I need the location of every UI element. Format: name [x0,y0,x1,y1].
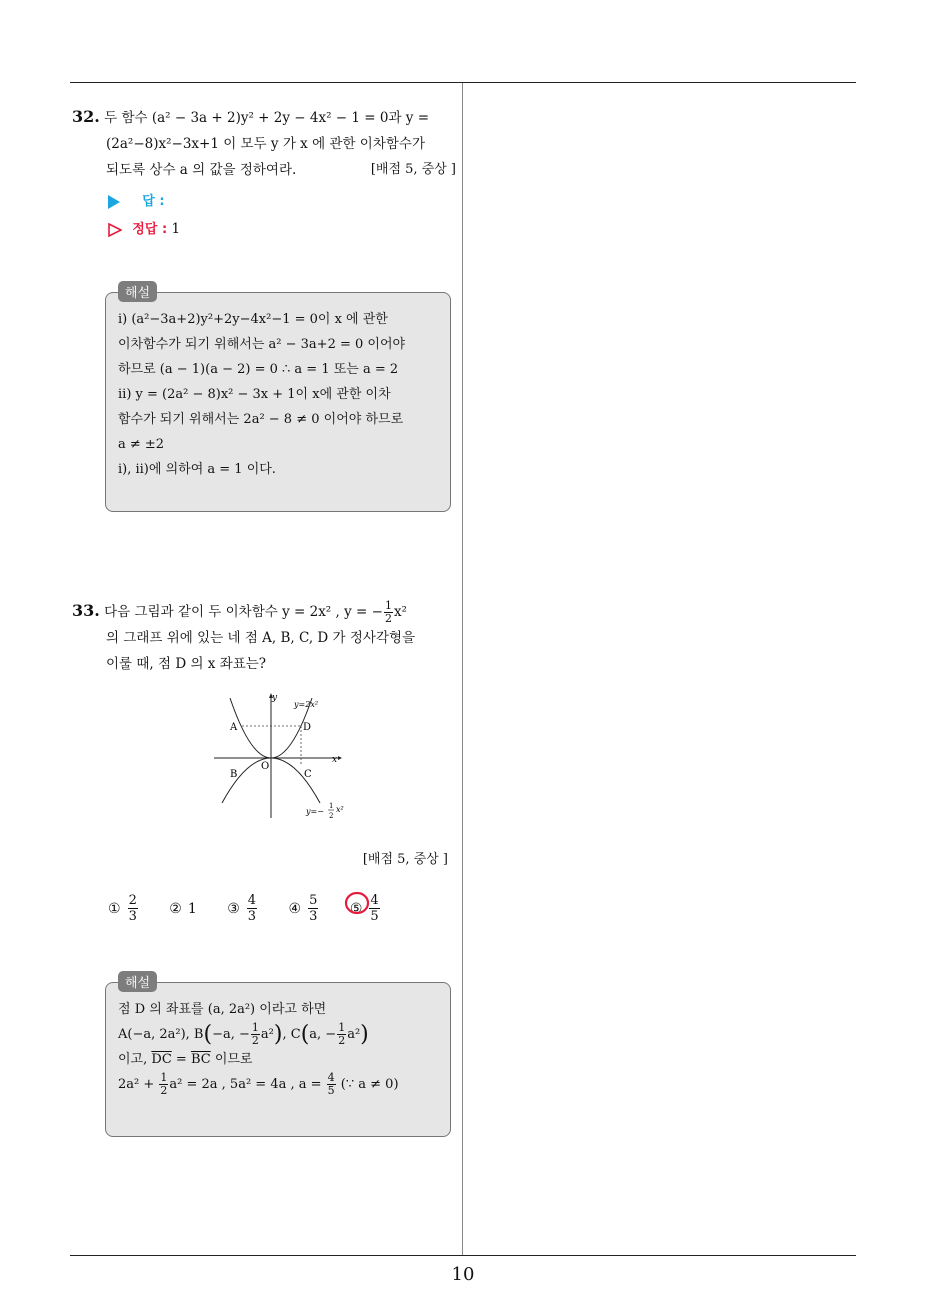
q33-graph [208,690,358,825]
frac-num: 1 [251,1021,259,1034]
label-y-axis: y [272,693,278,703]
q33-text-line3: 이룰 때, 점 D 의 x 좌표는? [106,656,267,672]
sol3-part: 이므로 [210,1052,253,1067]
sol4-part: 2a² + [118,1077,159,1092]
label-curve-upper: y=2x² [294,700,319,709]
q33-solution-tag: 해설 [118,971,157,992]
correct-triangle-icon [108,223,122,237]
q32-sol-line: a ≠ ±2 [118,437,165,452]
x-axis-arrow-icon [338,756,342,760]
sol2-part: , C [282,1027,301,1042]
selected-circle-icon [344,890,372,916]
q33-choices [108,893,448,924]
sol2-part: a² [347,1027,361,1042]
q32-text-line1: 두 함수 (a² − 3a + 2)y² + 2y − 4x² − 1 = 0과 y = [104,110,430,126]
sol4-answer-frac [327,1072,336,1097]
frac-num: 4 [327,1071,335,1084]
choice-value: 1 [187,900,197,917]
frac-den: 2 [338,1034,346,1047]
q32-sol-line: 하므로 (a − 1)(a − 2) = 0 ∴ a = 1 또는 a = 2 [118,362,399,377]
choice-frac [247,893,257,924]
q32-text-line3: 되도록 상수 a 의 값을 정하여라. [106,162,297,178]
q32-answer-label: 답 : [142,194,165,209]
label-curve-lower-a: y=− [306,807,324,816]
q32-sol-line: ⅰ) (a²−3a+2)y²+2y−4x²−1 = 0이 x 에 관한 [118,312,388,327]
choice-5[interactable] [350,893,381,924]
label-point-d: D [303,722,312,733]
segment-bc: $\overline{BC}$ [190,1052,211,1067]
q33-solution-box [105,982,451,1137]
column-divider [462,83,463,1256]
q32-sol-line: 이차함수가 되기 위해서는 a² − 3a+2 = 0 이어야 [118,337,406,352]
choice-frac [308,893,318,924]
q32-correct-label: 정답 : [132,222,168,237]
frac-num: 1 [338,1021,346,1034]
q32-line3-wrap [72,157,456,183]
label-origin: O [261,761,270,772]
segment-dc: $\overline{DC}$ [151,1052,172,1067]
q33-text-line2: 의 그래프 위에 있는 네 점 A, B, C, D 가 정사각형을 [106,630,416,646]
q32-sol-line: 함수가 되기 위해서는 2a² − 8 ≠ 0 이어야 하므로 [118,412,404,427]
q33-line1 [72,598,456,625]
frac-num: 5 [309,893,318,908]
page-number: 10 [451,1264,475,1285]
sol2-frac [251,1022,260,1047]
sol2-part: a² [260,1027,274,1042]
frac-den: 3 [128,909,137,924]
q32-correct-value: 1 [171,221,181,237]
q32-meta: [배점 5, 중상 ] [370,162,456,177]
choice-2[interactable] [169,901,196,917]
bottom-rule [70,1255,856,1256]
q32-number: 32. [72,107,100,126]
q32-sol-line: ⅰ), ⅱ)에 의하여 a = 1 이다. [118,462,276,477]
q32-solution-box [105,292,451,512]
q32-correct-row [108,218,180,237]
q33-sol-line1: 점 D 의 좌표를 (a, 2a²) 이라고 하면 [118,1002,327,1017]
frac-num: 4 [247,893,257,908]
sol2-part: a, − [309,1027,337,1042]
label-curve-lower-num: 1 [329,802,334,810]
choice-mark: ② [169,900,182,917]
label-curve-lower-den: 2 [329,812,334,820]
choice-3[interactable] [227,893,258,924]
q33-number: 33. [72,601,100,620]
frac-den: 5 [370,909,379,924]
paren-close: ) [360,1022,369,1047]
sol2-part: A(−a, 2a²), B [118,1027,204,1042]
label-point-b: B [230,769,238,780]
paren-close: ) [273,1022,283,1047]
choice-mark: ① [108,900,121,917]
q33-meta: [배점 5, 중상 ] [362,852,448,867]
frac-num: 2 [128,893,137,908]
q33-frac [384,600,393,625]
q33-text-line1a: 다음 그림과 같이 두 이차함수 y = 2x² , y = − [104,604,383,620]
q33-sol-line3 [118,1047,438,1072]
sol4-part: a² = 2a , 5a² = 4a , a = [169,1077,326,1092]
q33-text-line1b: x² [393,604,407,620]
choice-mark: ④ [288,900,302,917]
q32-answer-row [108,190,165,209]
frac-den: 5 [327,1084,335,1097]
label-point-a: A [230,722,238,733]
choice-1[interactable] [108,893,139,924]
choice-frac [128,893,138,924]
choice-mark: ③ [227,900,240,917]
label-x-axis: x [332,755,338,765]
label-curve-lower-b: x² [336,805,344,814]
q32-text-line2: (2a²−8)x²−3x+1 이 모두 y 가 x 에 관한 이차함수가 [106,136,425,152]
answer-triangle-icon [108,195,120,209]
sol4-frac [159,1072,168,1097]
frac-num: 1 [160,1071,168,1084]
q33-sol-line2 [118,1022,438,1047]
q32-solution-tag: 해설 [118,281,157,302]
question-33 [72,598,456,677]
q32-line1 [72,104,456,131]
frac-num: 4 [370,893,379,908]
choice-mark: ⑤ [349,900,363,917]
q32-sol-line: ⅱ) y = (2a² − 8)x² − 3x + 1이 x에 관한 이차 [118,387,391,402]
frac-num: 1 [384,599,392,612]
frac-den: 2 [251,1034,259,1047]
paren-open: ( [203,1022,213,1047]
question-32 [72,104,456,183]
sol3-part: 이고, [118,1052,152,1067]
sol2-part: −a, − [212,1027,250,1042]
sol2-frac [337,1022,346,1047]
frac-den: 3 [247,909,257,924]
label-point-c: C [304,769,312,780]
paren-open: ( [300,1022,310,1047]
sol4-part: (∵ a ≠ 0) [336,1077,399,1092]
sol3-part: = [171,1052,191,1067]
top-rule [70,82,856,83]
frac-den: 2 [160,1084,168,1097]
frac-den: 3 [309,909,318,924]
q33-sol-line4 [118,1072,438,1097]
frac-den: 2 [384,612,392,625]
choice-4[interactable] [289,893,320,924]
